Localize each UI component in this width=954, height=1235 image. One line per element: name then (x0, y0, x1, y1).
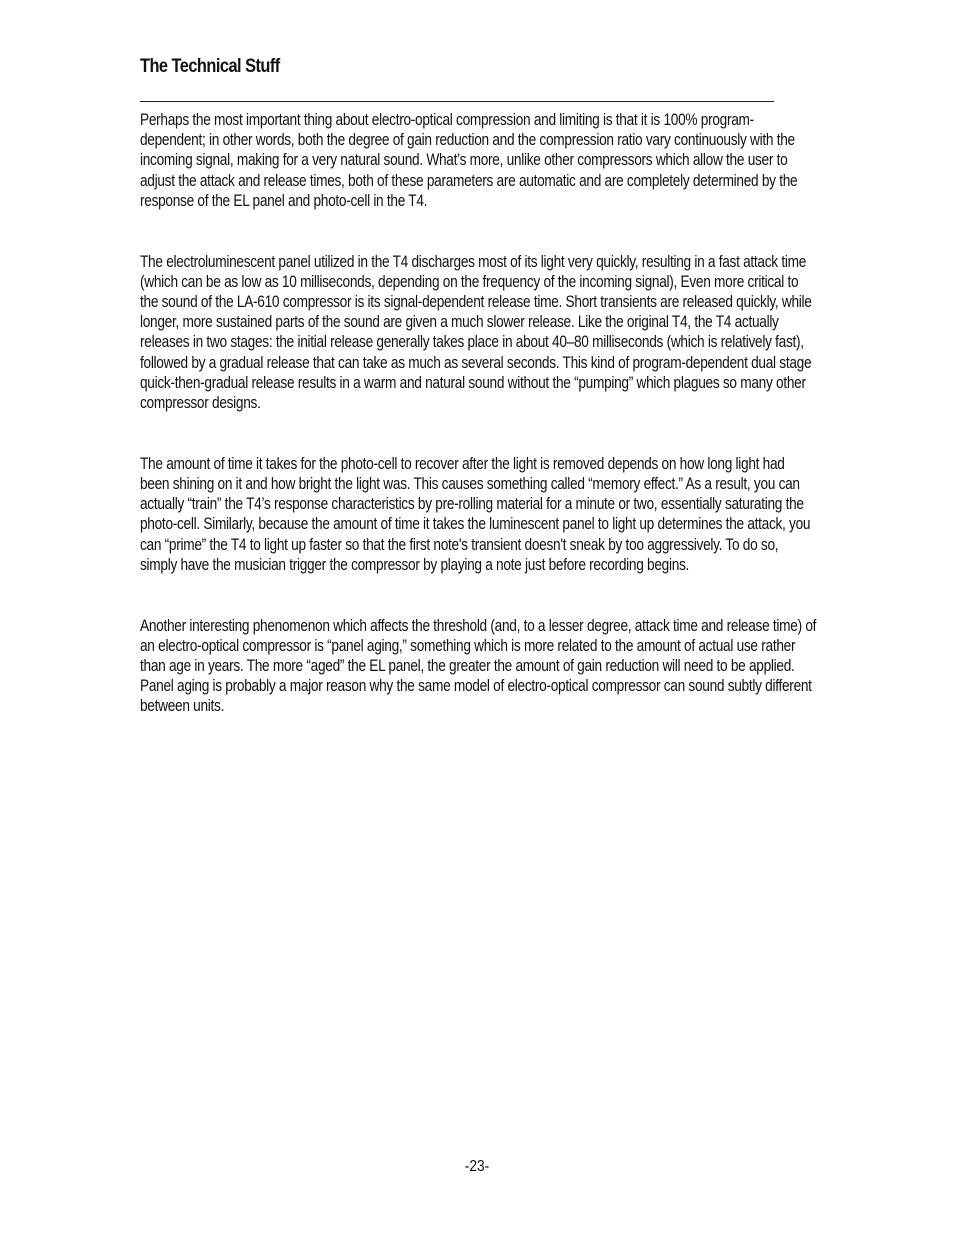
body-text (140, 110, 830, 717)
paragraph-2: The electroluminescent panel utilized in the T4 discharges most of its light very quickly, resulting in a fast attack time (which can be as low as 10 milliseconds, depending on the frequency of the incoming signal), Even more critical to the sound of the LA-610 compressor is its signal-dependent release time. Short transients are released quickly, while longer, more sustained parts of the sound are given a much slower release. Like the original T4, the T4 actually releases in two stages: the initial release generally takes place in about 40–80 milliseconds (which is relatively fast), followed by a gradual release that can take as much as several seconds. This kind of program-dependent dual stage quick-then-gradual release results in a warm and natural sound without the “pumping” which plagues so many other compressor designs. (140, 252, 812, 412)
section-heading: The Technical Stuff (140, 56, 280, 77)
paragraph-4: Another interesting phenomenon which affects the threshold (and, to a lesser degree, attack time and release time) of an electro-optical compressor is “panel aging,” something which is more related to the amount of actual use rather than age in years. The more “aged” the EL panel, the greater the amount of gain reduction will need to be applied. Panel aging is probably a major reason why the same model of electro-optical compressor can sound subtly different between units. (140, 616, 817, 716)
paragraph-wrap-2 (140, 252, 830, 434)
heading-rule (140, 101, 774, 102)
page-number: -23- (464, 1158, 490, 1175)
paragraph-wrap-1 (140, 110, 830, 231)
paragraph-1: Perhaps the most important thing about electro-optical compression and limiting is that it is 100% program-dependent; in other words, both the degree of gain reduction and the compression ratio vary continuously with the incoming signal, making for a very natural sound. What’s more, unlike other compressors which allow the user to adjust the attack and release times, both of these parameters are automatic and are completely determined by the response of the EL panel and photo-cell in the T4. (140, 111, 798, 210)
paragraph-3: The amount of time it takes for the photo-cell to recover after the light is removed depends on how long light had been shining on it and how bright the light was. This causes something called “memory effect.” As a result, you can actually “train” the T4’s response characteristics by pre-rolling material for a minute or two, essentially saturating the photo-cell. Similarly, because the amount of time it takes the luminescent panel to light up determines the attack, you can “prime” the T4 to light up faster so that the first note's transient doesn't sneak by too aggressively. To do so, simply have the musician trigger the compressor by playing a note just before recording begins. (140, 454, 811, 574)
paragraph-wrap-4 (140, 616, 830, 717)
paragraph-wrap-3 (140, 454, 830, 595)
